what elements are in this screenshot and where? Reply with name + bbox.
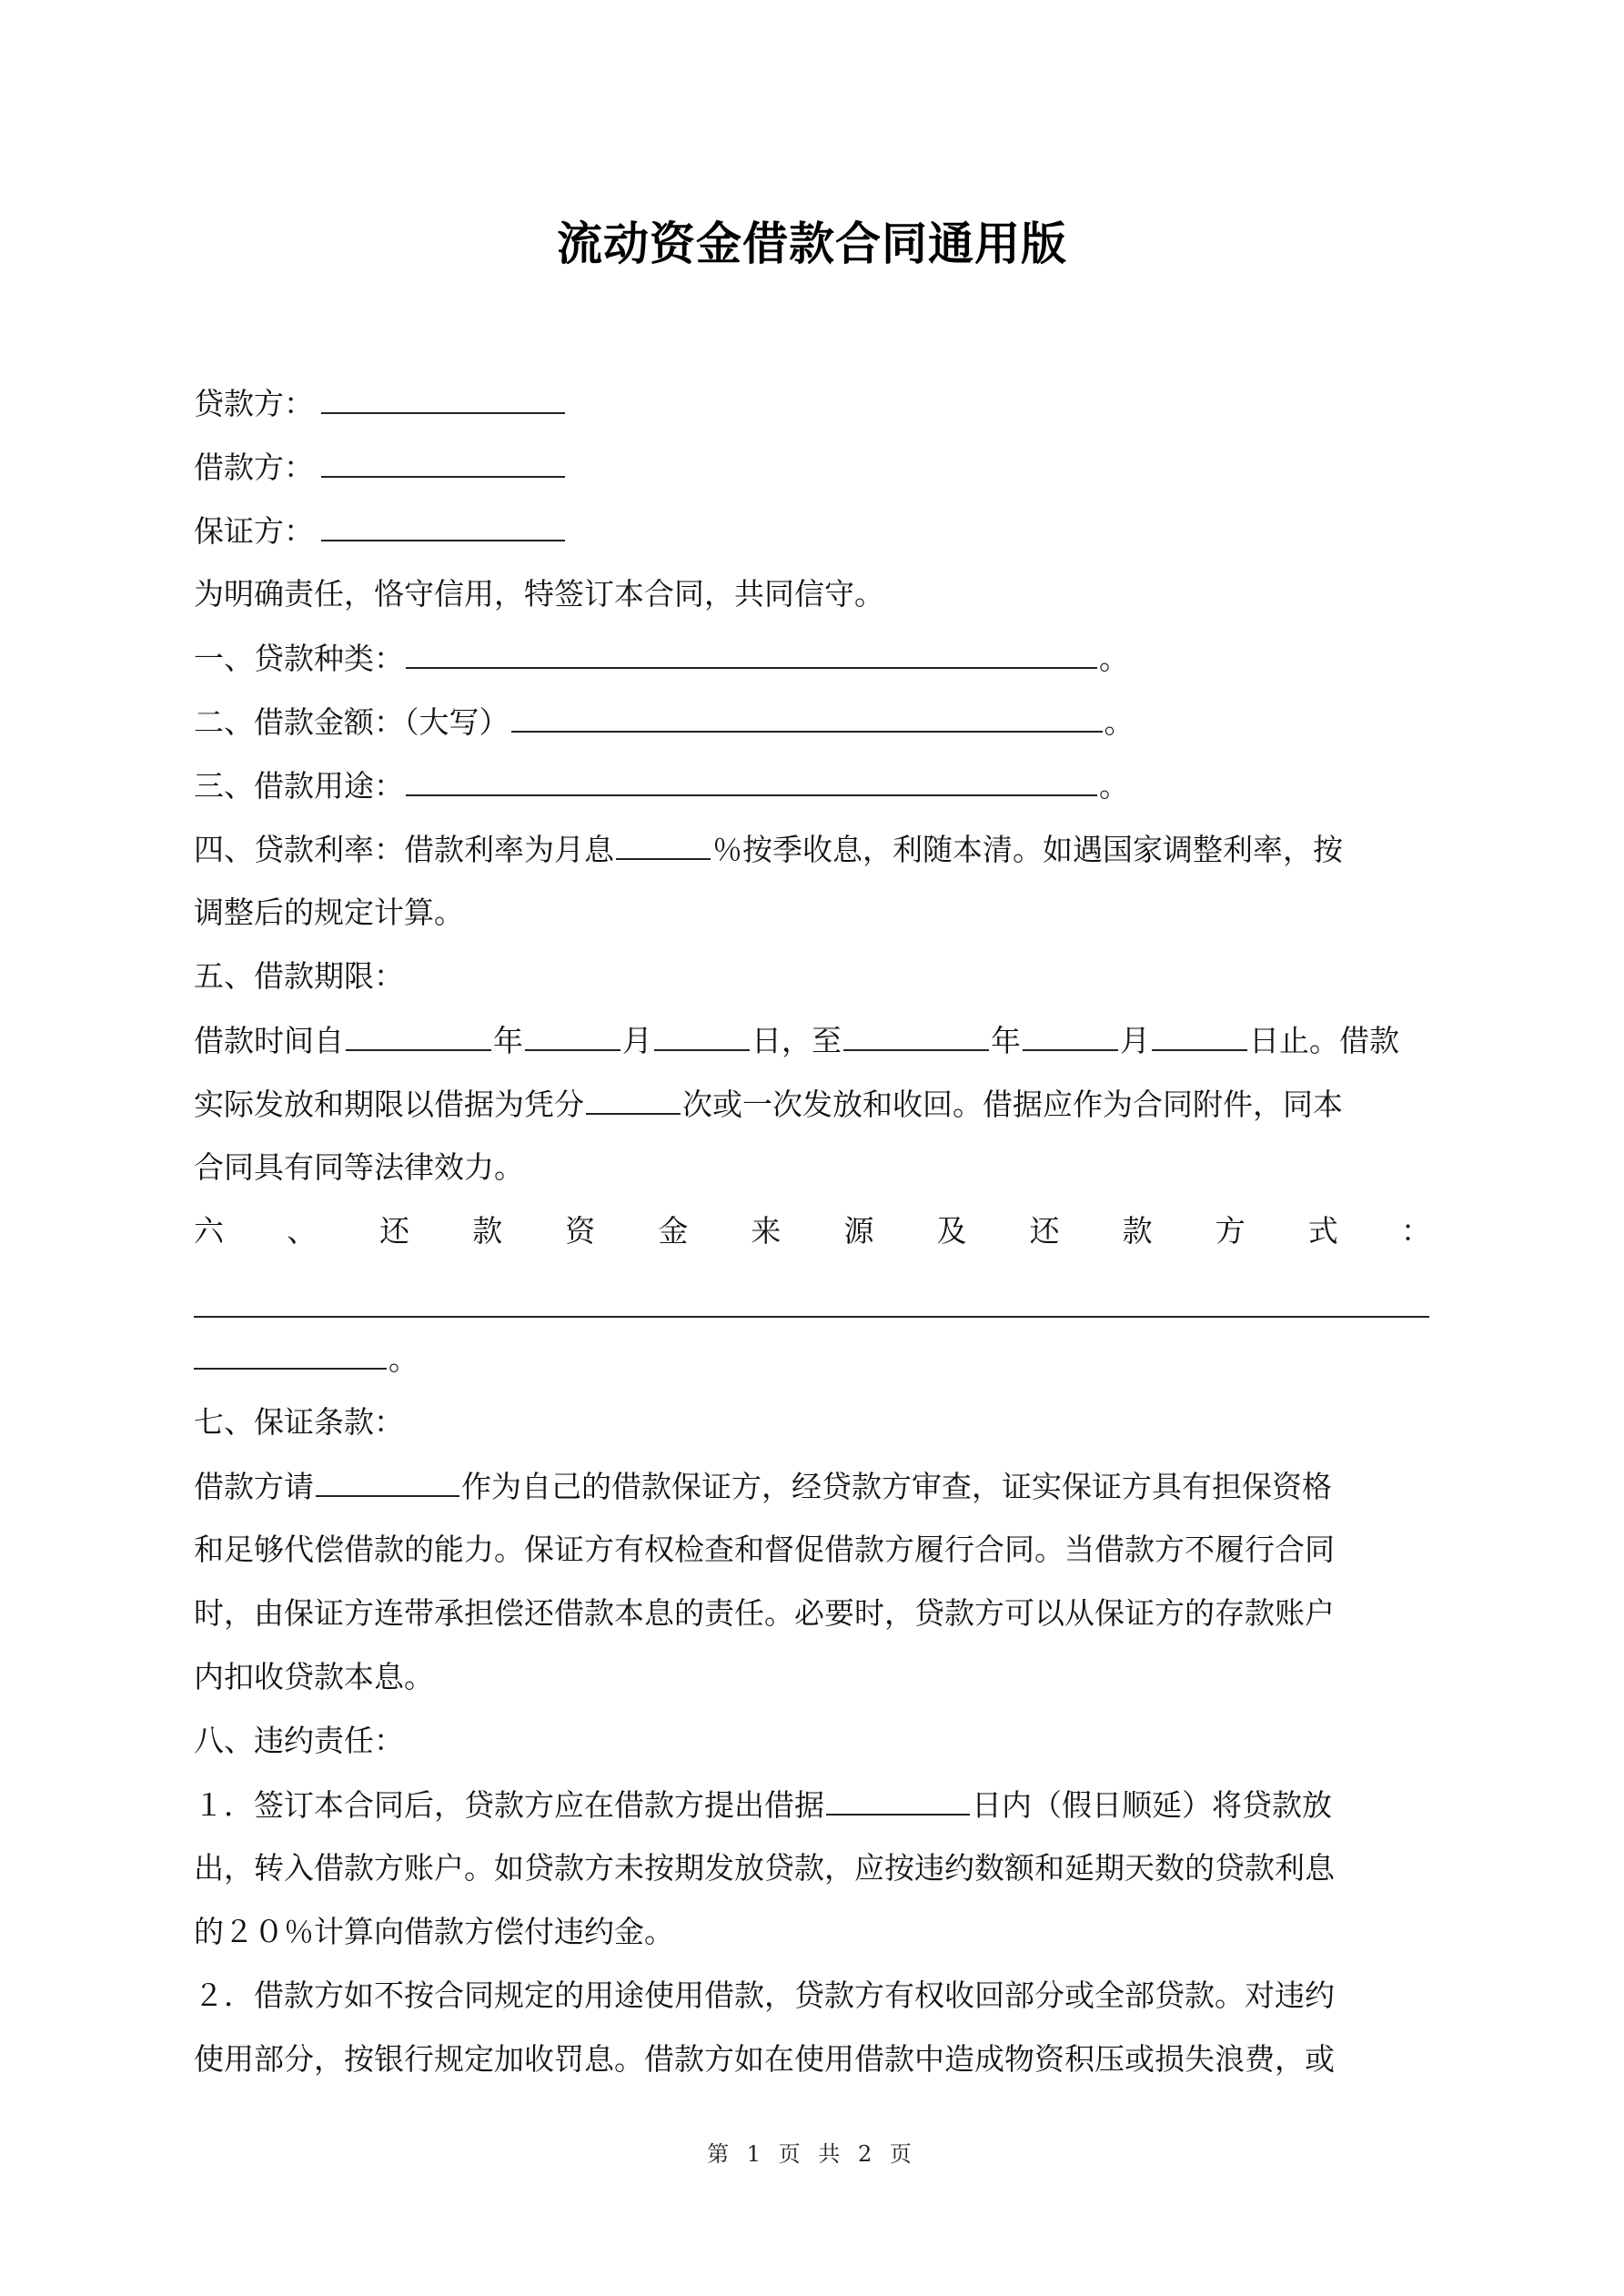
section-4-text-a: 四、贷款利率：借款利率为月息 xyxy=(194,832,614,867)
section-3-suffix: 。 xyxy=(1099,768,1129,804)
section-8-item-1-text-a: １．签订本合同后，贷款方应在借款方提出借据 xyxy=(194,1787,824,1823)
party-borrower-blank[interactable] xyxy=(321,449,565,478)
section-6-heading-char: 源 xyxy=(843,1213,874,1249)
section-2 xyxy=(194,703,1135,741)
section-7-line-1 xyxy=(194,1468,1332,1505)
section-8-item-1-line-3: 的２０％计算向借款方偿付违约金。 xyxy=(194,1914,674,1949)
section-6-suffix: 。 xyxy=(388,1341,419,1377)
preamble: 为明确责任，恪守信用，特签订本合同，共同信守。 xyxy=(194,576,884,612)
section-4-line-2: 调整后的规定计算。 xyxy=(194,895,464,930)
section-5-text-a: 实际发放和期限以借据为凭分 xyxy=(194,1087,584,1122)
section-2-suffix: 。 xyxy=(1104,704,1135,740)
loan-amount-blank[interactable] xyxy=(511,703,1103,733)
term-text: 月 xyxy=(622,1023,652,1058)
party-guarantor-label: 保证方： xyxy=(194,513,314,549)
party-borrower xyxy=(194,449,567,486)
repayment-blank-line-1[interactable] xyxy=(194,1316,1429,1318)
document-title: 流动资金借款合同通用版 xyxy=(557,217,1067,270)
section-6-heading-char: 款 xyxy=(1122,1213,1153,1249)
end-month-blank[interactable] xyxy=(1023,1022,1118,1051)
start-month-blank[interactable] xyxy=(525,1022,620,1051)
section-2-label: 二、借款金额：（大写） xyxy=(194,704,509,740)
section-8-item-2-line-1: ２．借款方如不按合同规定的用途使用借款，贷款方有权收回部分或全部贷款。对违约 xyxy=(194,1977,1335,2013)
section-5-line-1 xyxy=(194,1022,1399,1059)
end-day-blank[interactable] xyxy=(1152,1022,1247,1051)
term-text: 日止。借款 xyxy=(1249,1023,1399,1058)
section-5-text-b: 次或一次发放和收回。借据应作为合同附件，同本 xyxy=(682,1087,1343,1122)
section-1-suffix: 。 xyxy=(1099,641,1129,676)
section-8-item-1-line-2: 出，转入借款方账户。如贷款方未按期发放贷款，应按违约数额和延期天数的贷款利息 xyxy=(194,1850,1335,1886)
repayment-blank-line-2[interactable] xyxy=(194,1340,387,1370)
section-1-label: 一、贷款种类： xyxy=(194,641,404,676)
start-day-blank[interactable] xyxy=(654,1022,750,1051)
section-7-text-b: 作为自己的借款保证方，经贷款方审查，证实保证方具有担保资格 xyxy=(461,1469,1332,1504)
party-lender-label: 贷款方： xyxy=(194,386,314,421)
section-1 xyxy=(194,640,1129,677)
section-6-heading-char: 方 xyxy=(1215,1213,1246,1249)
section-3 xyxy=(194,767,1129,804)
guarantor-name-blank[interactable] xyxy=(316,1468,459,1497)
section-4-line-1 xyxy=(194,831,1343,868)
section-6-end xyxy=(194,1340,419,1378)
party-guarantor-blank[interactable] xyxy=(321,512,565,541)
section-6-heading-char: 及 xyxy=(936,1213,967,1249)
installments-blank[interactable] xyxy=(586,1086,681,1115)
loan-purpose-blank[interactable] xyxy=(406,767,1097,796)
start-year-blank[interactable] xyxy=(346,1022,491,1051)
section-7-heading: 七、保证条款： xyxy=(194,1404,404,1440)
term-text: 年 xyxy=(493,1023,523,1058)
days-blank[interactable] xyxy=(826,1786,970,1816)
interest-rate-blank[interactable] xyxy=(616,831,711,860)
section-8-item-1-line-1 xyxy=(194,1786,1332,1824)
section-6-heading-char: 六 xyxy=(194,1213,224,1249)
section-5-heading: 五、借款期限： xyxy=(194,958,404,994)
term-text: 年 xyxy=(991,1023,1021,1058)
term-text: 借款时间自 xyxy=(194,1023,344,1058)
section-3-label: 三、借款用途： xyxy=(194,768,404,804)
section-6-heading-char: 来 xyxy=(751,1213,782,1249)
section-4-text-b: ％按季收息，利随本清。如遇国家调整利率，按 xyxy=(712,832,1343,867)
section-8-item-2-line-2: 使用部分，按银行规定加收罚息。借款方如在使用借款中造成物资积压或损失浪费，或 xyxy=(194,2041,1335,2077)
section-7-line-4: 内扣收贷款本息。 xyxy=(194,1659,434,1694)
party-lender xyxy=(194,385,567,422)
section-6-heading-char: 还 xyxy=(1029,1213,1060,1249)
party-guarantor xyxy=(194,512,567,550)
term-text: 月 xyxy=(1120,1023,1150,1058)
section-7-text-a: 借款方请 xyxy=(194,1469,314,1504)
section-5-line-3: 合同具有同等法律效力。 xyxy=(194,1149,524,1185)
loan-type-blank[interactable] xyxy=(406,640,1097,669)
section-7-line-2: 和足够代偿借款的能力。保证方有权检查和督促借款方履行合同。当借款方不履行合同 xyxy=(194,1532,1335,1567)
section-6-heading-char: 、 xyxy=(287,1213,318,1249)
page-footer: 第 1 页 共 2 页 xyxy=(707,2141,917,2167)
end-year-blank[interactable] xyxy=(843,1022,989,1051)
section-5-line-2 xyxy=(194,1086,1343,1123)
section-7-line-3: 时，由保证方连带承担偿还借款本息的责任。必要时，贷款方可以从保证方的存款账户 xyxy=(194,1595,1335,1631)
term-text: 日，至 xyxy=(751,1023,842,1058)
section-6-heading-char: 金 xyxy=(658,1213,689,1249)
section-6-heading-char: 款 xyxy=(472,1213,503,1249)
section-6-heading-char: 资 xyxy=(565,1213,596,1249)
section-6-heading-char: 还 xyxy=(379,1213,410,1249)
party-borrower-label: 借款方： xyxy=(194,450,314,485)
section-6-heading xyxy=(194,1213,1431,1249)
section-6-heading-char: ： xyxy=(1400,1213,1431,1249)
section-8-item-1-text-b: 日内（假日顺延）将贷款放 xyxy=(972,1787,1332,1823)
section-6-heading-char: 式 xyxy=(1307,1213,1338,1249)
section-8-heading: 八、违约责任： xyxy=(194,1723,404,1758)
party-lender-blank[interactable] xyxy=(321,385,565,414)
